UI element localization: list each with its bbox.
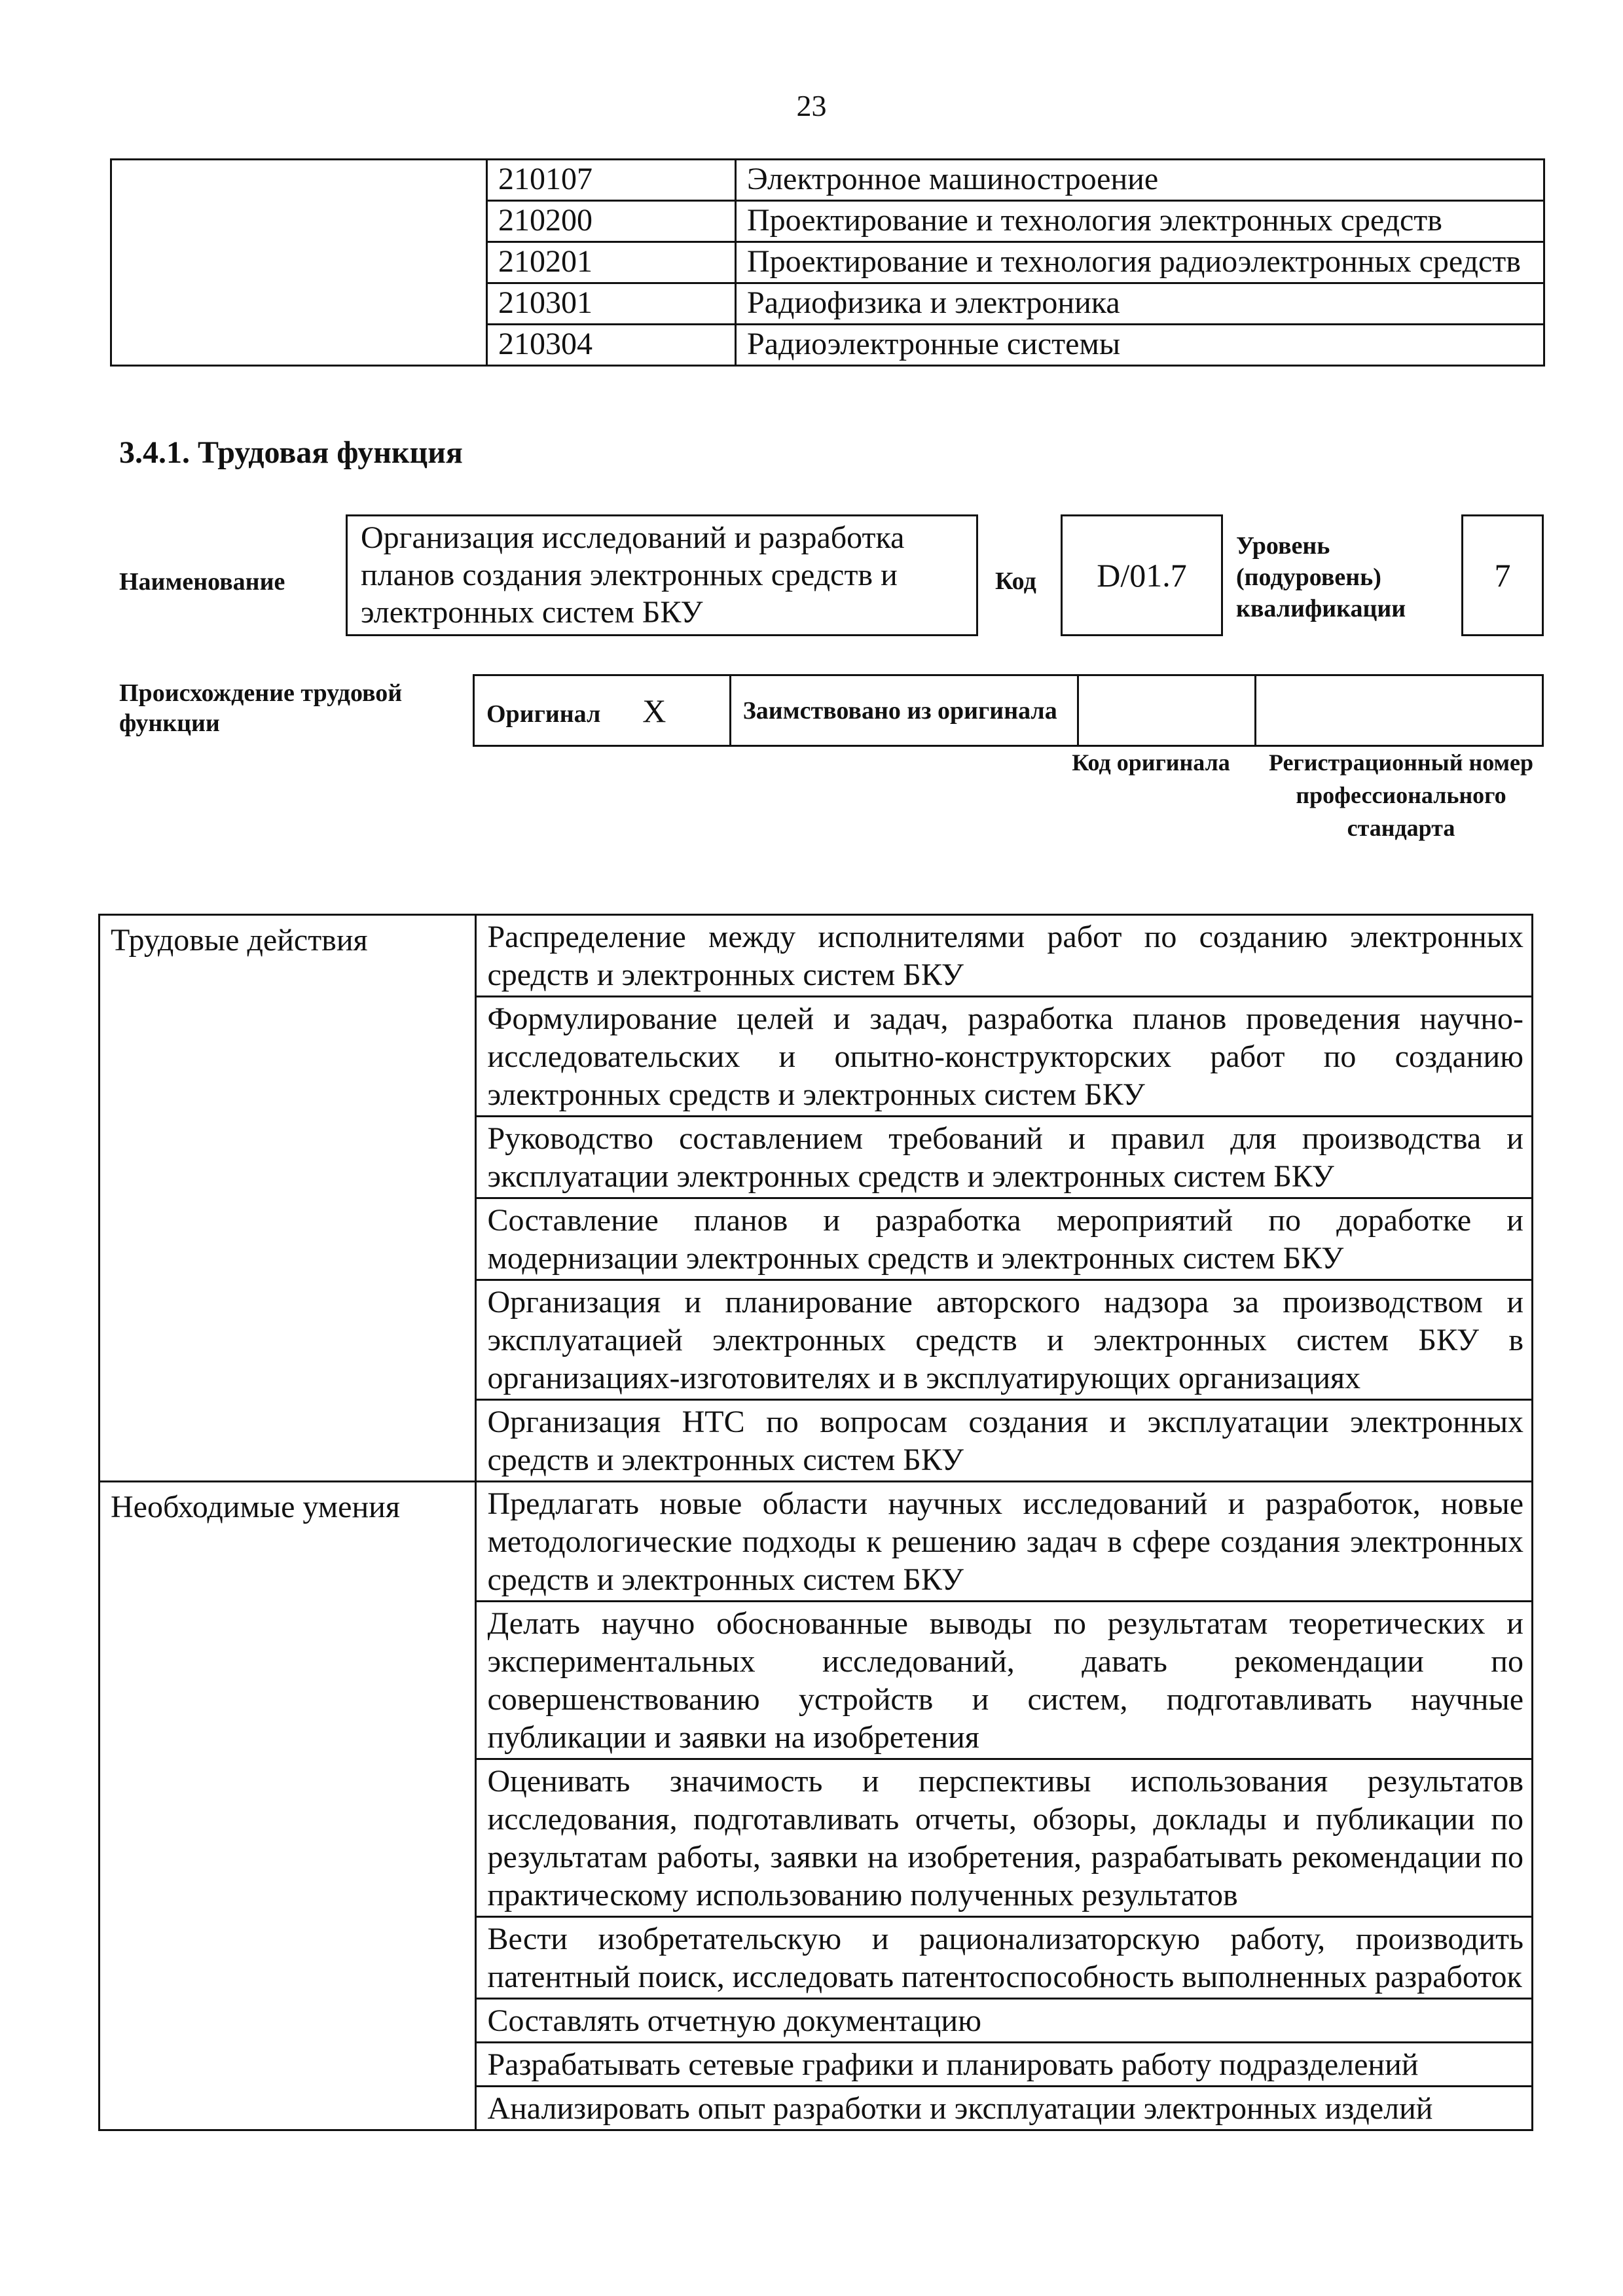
original-label: Оригинал	[486, 700, 601, 728]
qualification-level: 7	[1461, 514, 1544, 636]
labor-action-item: Организация НТС по вопросам создания и эксплуатации электронных средств и электронных систем БКУ	[476, 1400, 1533, 1482]
skill-item: Анализировать опыт разработки и эксплуатации электронных изделий	[476, 2087, 1533, 2130]
original-mark: X	[642, 692, 666, 729]
level-label-line: квалификации	[1236, 595, 1406, 622]
skill-item: Предлагать новые области научных исследований и разработок, новые методологические подходы к решению задач в сфере создания электронных средств и электронных систем БКУ	[476, 1482, 1533, 1602]
code-label: Код	[995, 567, 1036, 595]
skill-item: Делать научно обоснованные выводы по результатам теоретических и экспериментальных исследований, давать рекомендации по совершенствованию устройств и систем, подготавливать научные публикации и заявки на изобретения	[476, 1602, 1533, 1759]
skill-item: Вести изобретательскую и рационализаторскую работу, производить патентный поиск, исследовать патентоспособность выполненных разработок	[476, 1917, 1533, 1999]
labor-action-item: Распределение между исполнителями работ по созданию электронных средств и электронных систем БКУ	[476, 915, 1533, 997]
specialty-code: 210200	[487, 201, 736, 242]
name-label: Наименование	[119, 568, 285, 596]
page-number: 23	[796, 89, 827, 122]
skill-item: Составлять отчетную документацию	[476, 1999, 1533, 2043]
specialty-code: 210201	[487, 242, 736, 283]
specialty-name: Проектирование и технология электронных средств	[736, 201, 1544, 242]
function-code: D/01.7	[1061, 514, 1223, 636]
specialty-name: Радиофизика и электроника	[736, 283, 1544, 325]
specialty-table	[110, 158, 1545, 367]
level-label-line: (подуровень)	[1236, 564, 1381, 591]
skill-item: Оценивать значимость и перспективы использования результатов исследования, подготавливать отчеты, обзоры, доклады и публикации по результатам работы, заявки на изобретения, разрабатывать рекомендации по практическому использованию полученных результатов	[476, 1759, 1533, 1917]
table-row	[474, 675, 1543, 746]
original-code-cell	[1078, 675, 1255, 746]
registration-number-caption: Регистрационный номер профессионального стандарта	[1268, 749, 1534, 841]
required-skills-header: Необходимые умения	[100, 1482, 476, 2130]
skill-item: Разрабатывать сетевые графики и планировать работу подразделений	[476, 2043, 1533, 2087]
origin-table	[473, 674, 1544, 747]
function-details-table	[98, 914, 1533, 2131]
level-label-line: Уровень	[1236, 532, 1330, 560]
original-cell	[474, 675, 731, 746]
labor-action-item: Формулирование целей и задач, разработка планов проведения научно-исследовательских и опытно-конструкторских работ по созданию электронных средств и электронных систем БКУ	[476, 997, 1533, 1117]
labor-action-item: Руководство составлением требований и правил для производства и эксплуатации электронных средств и электронных систем БКУ	[476, 1117, 1533, 1198]
table-row	[100, 915, 1533, 997]
borrowed-label: Заимствовано из оригинала	[730, 675, 1078, 746]
specialty-name: Радиоэлектронные системы	[736, 325, 1544, 366]
level-label	[1236, 530, 1406, 624]
labor-action-item: Организация и планирование авторского надзора за производством и эксплуатацией электронных средств и электронных систем БКУ в организациях-изготовителях и в эксплуатирующих организациях	[476, 1280, 1533, 1400]
function-name: Организация исследований и разработка планов создания электронных средств и электронных систем БКУ	[346, 514, 978, 636]
labor-action-item: Составление планов и разработка мероприятий по доработке и модернизации электронных средств и электронных систем БКУ	[476, 1198, 1533, 1280]
section-title: 3.4.1. Трудовая функция	[119, 435, 463, 470]
specialty-code: 210301	[487, 283, 736, 325]
specialty-name: Проектирование и технология радиоэлектронных средств	[736, 242, 1544, 283]
origin-label: Происхождение трудовой функции	[119, 679, 403, 737]
empty-cell	[111, 160, 487, 366]
specialty-code: 210304	[487, 325, 736, 366]
registration-number-cell	[1256, 675, 1543, 746]
specialty-name: Электронное машиностроение	[736, 160, 1544, 201]
table-row	[111, 160, 1544, 201]
original-code-caption: Код оригинала	[1072, 749, 1230, 776]
labor-actions-header: Трудовые действия	[100, 915, 476, 1482]
table-row	[100, 1482, 1533, 1602]
specialty-code: 210107	[487, 160, 736, 201]
